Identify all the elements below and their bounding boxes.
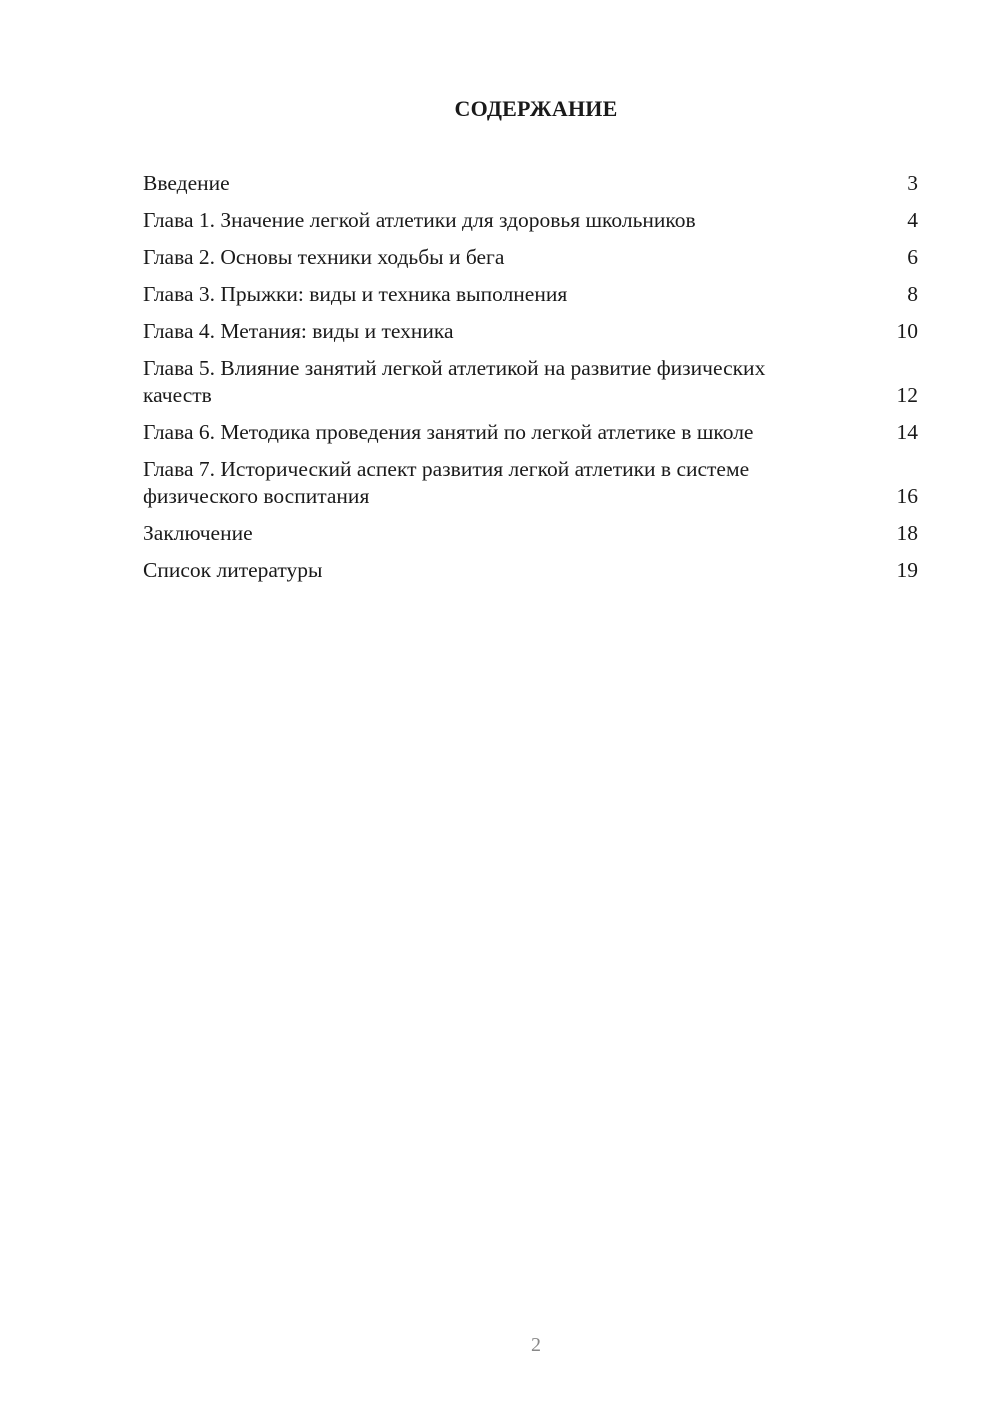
toc-entry-introduction[interactable] — [143, 170, 918, 197]
toc-entry-label: Заключение — [143, 521, 253, 545]
toc-entry-chapter-2[interactable] — [143, 244, 918, 271]
toc-entry-chapter-6[interactable] — [143, 419, 918, 446]
toc-entry-chapter-7[interactable] — [143, 456, 918, 510]
toc-title: СОДЕРЖАНИЕ — [454, 96, 618, 121]
toc-entry-page: 6 — [907, 245, 918, 269]
toc-entry-chapter-5[interactable] — [143, 355, 918, 409]
toc-entry-label: Введение — [143, 171, 230, 195]
toc-entry-page: 19 — [896, 558, 918, 582]
toc-entry-references[interactable] — [143, 557, 918, 584]
toc-entry-label: Глава 4. Метания: виды и техника — [143, 319, 454, 343]
toc-entry-chapter-4[interactable] — [143, 318, 918, 345]
toc-entry-label: Глава 3. Прыжки: виды и техника выполнения — [143, 282, 568, 306]
toc-entry-label: Глава 5. Влияние занятий легкой атлетикой на развитие физических качеств — [143, 356, 766, 407]
toc-entry-label: Глава 7. Исторический аспект развития легкой атлетики в системе физического воспитания — [143, 457, 750, 508]
toc-entry-label: Глава 6. Методика проведения занятий по легкой атлетике в школе — [143, 420, 754, 444]
toc-entry-chapter-3[interactable] — [143, 281, 918, 308]
toc-entry-page: 10 — [896, 319, 918, 343]
toc-entry-page: 8 — [907, 282, 918, 306]
toc-entry-label: Глава 2. Основы техники ходьбы и бега — [143, 245, 505, 269]
page-number: 2 — [531, 1334, 541, 1356]
toc-entry-page: 18 — [896, 521, 918, 545]
toc-entry-page: 14 — [896, 420, 918, 444]
toc-entry-page: 4 — [907, 208, 918, 232]
toc-entry-page: 12 — [896, 383, 918, 407]
toc-entry-label: Глава 1. Значение легкой атлетики для здоровья школьников — [143, 208, 696, 232]
toc-entry-page: 3 — [907, 171, 918, 195]
table-of-contents — [143, 170, 918, 594]
toc-entry-chapter-1[interactable] — [143, 207, 918, 234]
toc-entry-page: 16 — [896, 484, 918, 508]
toc-entry-conclusion[interactable] — [143, 520, 918, 547]
toc-entry-label: Список литературы — [143, 558, 323, 582]
